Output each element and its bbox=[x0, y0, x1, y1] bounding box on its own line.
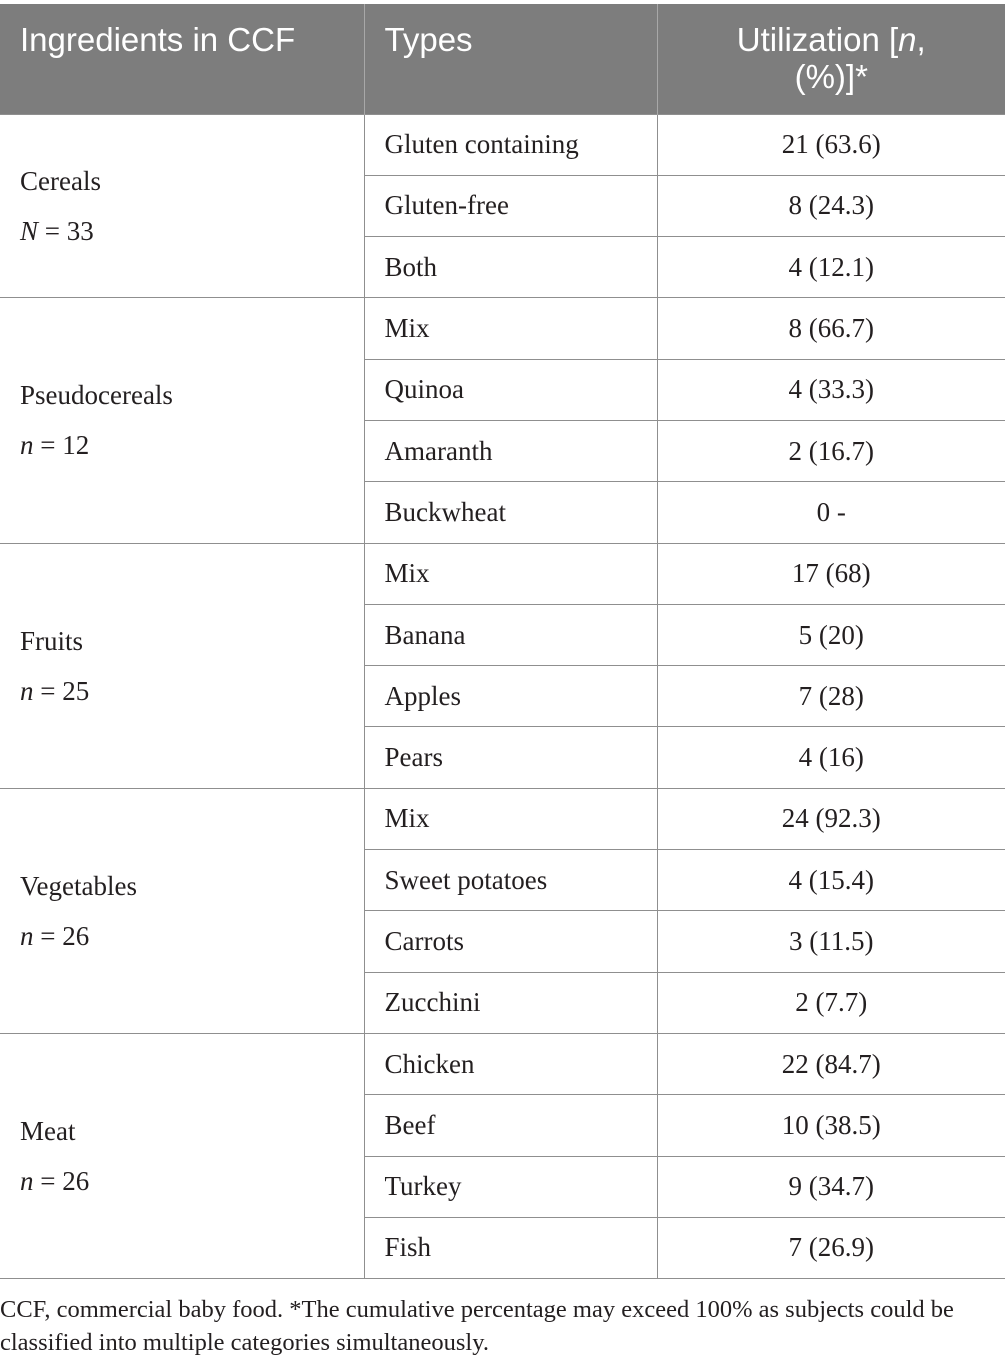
category-count bbox=[20, 1156, 344, 1206]
utilization-cell: 7 (28) bbox=[657, 666, 1005, 727]
category-count bbox=[20, 420, 344, 470]
utilization-cell: 9 (34.7) bbox=[657, 1156, 1005, 1217]
utilization-cell: 21 (63.6) bbox=[657, 114, 1005, 175]
category-name: Meat bbox=[20, 1116, 76, 1147]
type-cell: Amaranth bbox=[364, 420, 657, 481]
type-cell: Buckwheat bbox=[364, 482, 657, 543]
header-utilization-n: n bbox=[898, 21, 917, 58]
category-count-value: = 26 bbox=[33, 920, 90, 951]
type-cell: Carrots bbox=[364, 911, 657, 972]
utilization-cell: 2 (7.7) bbox=[657, 972, 1005, 1033]
type-cell: Beef bbox=[364, 1095, 657, 1156]
utilization-cell: 8 (66.7) bbox=[657, 298, 1005, 359]
type-cell: Banana bbox=[364, 604, 657, 665]
header-utilization-prefix: Utilization [ bbox=[736, 21, 899, 58]
table-row bbox=[0, 543, 1005, 604]
type-cell: Chicken bbox=[364, 1033, 657, 1094]
category-count bbox=[20, 911, 344, 961]
utilization-cell: 17 (68) bbox=[657, 543, 1005, 604]
utilization-cell: 8 (24.3) bbox=[657, 175, 1005, 236]
utilization-cell: 3 (11.5) bbox=[657, 911, 1005, 972]
header-row bbox=[0, 4, 1005, 114]
type-cell: Zucchini bbox=[364, 972, 657, 1033]
category-count-value: = 25 bbox=[33, 675, 90, 706]
utilization-cell: 4 (33.3) bbox=[657, 359, 1005, 420]
table-header bbox=[0, 4, 1005, 114]
header-utilization-line2: (%)]* bbox=[794, 58, 868, 95]
header-utilization-suffix: , bbox=[916, 21, 926, 58]
table-row bbox=[0, 114, 1005, 175]
category-cell bbox=[0, 788, 364, 1033]
type-cell: Both bbox=[364, 237, 657, 298]
utilization-cell: 0 - bbox=[657, 482, 1005, 543]
type-cell: Sweet potatoes bbox=[364, 850, 657, 911]
type-cell: Pears bbox=[364, 727, 657, 788]
category-count-symbol: N bbox=[20, 215, 39, 246]
header-types: Types bbox=[364, 4, 657, 114]
table-row bbox=[0, 298, 1005, 359]
category-count bbox=[20, 666, 344, 716]
type-cell: Mix bbox=[364, 788, 657, 849]
type-cell: Mix bbox=[364, 543, 657, 604]
table-body bbox=[0, 114, 1005, 1279]
utilization-cell: 2 (16.7) bbox=[657, 420, 1005, 481]
category-count-value: = 26 bbox=[33, 1166, 90, 1197]
header-ingredients: Ingredients in CCF bbox=[0, 4, 364, 114]
table-row bbox=[0, 1033, 1005, 1094]
category-count-symbol: n bbox=[20, 920, 34, 951]
category-name: Pseudocereals bbox=[20, 380, 173, 411]
category-cell bbox=[0, 114, 364, 298]
category-name: Fruits bbox=[20, 625, 84, 656]
category-cell bbox=[0, 1033, 364, 1278]
category-cell bbox=[0, 298, 364, 543]
utilization-cell: 4 (15.4) bbox=[657, 850, 1005, 911]
category-cell bbox=[0, 543, 364, 788]
ingredients-table bbox=[0, 4, 1005, 1279]
category-count-symbol: n bbox=[20, 430, 34, 461]
category-count bbox=[20, 206, 344, 256]
utilization-cell: 22 (84.7) bbox=[657, 1033, 1005, 1094]
type-cell: Turkey bbox=[364, 1156, 657, 1217]
utilization-cell: 24 (92.3) bbox=[657, 788, 1005, 849]
type-cell: Gluten-free bbox=[364, 175, 657, 236]
type-cell: Gluten containing bbox=[364, 114, 657, 175]
type-cell: Fish bbox=[364, 1217, 657, 1278]
table-row bbox=[0, 788, 1005, 849]
utilization-cell: 7 (26.9) bbox=[657, 1217, 1005, 1278]
category-count-value: = 12 bbox=[33, 430, 90, 461]
type-cell: Quinoa bbox=[364, 359, 657, 420]
category-count-symbol: n bbox=[20, 675, 34, 706]
type-cell: Mix bbox=[364, 298, 657, 359]
category-name: Vegetables bbox=[20, 870, 137, 901]
header-utilization bbox=[657, 4, 1005, 114]
table-footnote: CCF, commercial baby food. *The cumulative percentage may exceed 100% as subjects could be classified into multiple categories simultaneously. bbox=[0, 1296, 954, 1356]
utilization-cell: 10 (38.5) bbox=[657, 1095, 1005, 1156]
category-count-value: = 33 bbox=[38, 215, 94, 246]
utilization-cell: 5 (20) bbox=[657, 604, 1005, 665]
category-count-symbol: n bbox=[20, 1166, 34, 1197]
category-name: Cereals bbox=[20, 165, 101, 196]
utilization-cell: 4 (16) bbox=[657, 727, 1005, 788]
type-cell: Apples bbox=[364, 666, 657, 727]
utilization-cell: 4 (12.1) bbox=[657, 237, 1005, 298]
